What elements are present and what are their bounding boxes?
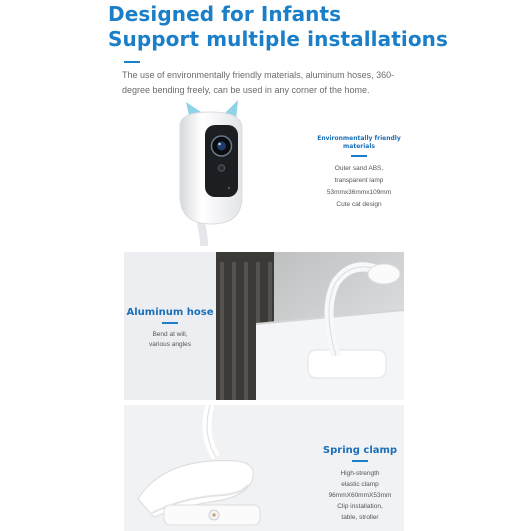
panel-spring-clamp bbox=[124, 405, 404, 531]
panel-materials bbox=[124, 98, 404, 246]
panel-aluminum-hose bbox=[124, 252, 404, 400]
spec-line: Cute cat design bbox=[336, 201, 382, 208]
spec-divider bbox=[352, 460, 368, 462]
camera-top bbox=[368, 264, 400, 284]
spec-line: Bend at will, bbox=[152, 331, 188, 338]
spec-line: Outer sand ABS, bbox=[334, 165, 384, 172]
spec-line: transparent lamp bbox=[334, 177, 384, 184]
spec-spring-clamp bbox=[312, 445, 404, 523]
spec-divider bbox=[162, 322, 178, 324]
intro-text: The use of environmentally friendly materials, aluminum hoses, 360-degree bending freely, can be used in any corner of the home. bbox=[122, 70, 395, 95]
spec-line: elastic clamp bbox=[341, 481, 379, 488]
spec-line: various angles bbox=[149, 341, 191, 348]
hose-photo bbox=[216, 252, 404, 400]
spec-aluminum-hose bbox=[124, 307, 216, 350]
spec-title: Spring clamp bbox=[322, 445, 398, 456]
spec-line: High-strength bbox=[340, 470, 380, 477]
spec-materials bbox=[314, 135, 404, 211]
clamp-photo bbox=[124, 405, 314, 531]
spec-line: Clip installation, bbox=[337, 503, 383, 510]
title-underline bbox=[124, 61, 140, 63]
camera-sensor-icon bbox=[218, 165, 224, 171]
headline-line-2: Support multiple installations bbox=[108, 27, 449, 51]
headline-line-1: Designed for Infants bbox=[108, 2, 342, 26]
camera-indicator-icon bbox=[228, 187, 230, 189]
spec-title: Environmentally friendly materials bbox=[317, 135, 401, 150]
spec-title: Aluminum hose bbox=[126, 307, 214, 318]
camera-photo bbox=[124, 98, 314, 246]
spec-line: 53mmx36mmx109mm bbox=[326, 189, 392, 196]
clamp bbox=[308, 350, 386, 378]
spec-line: 96mmX60mmX53mm bbox=[328, 492, 392, 499]
spec-line: table, stroller bbox=[341, 514, 379, 521]
spec-divider bbox=[351, 155, 367, 157]
